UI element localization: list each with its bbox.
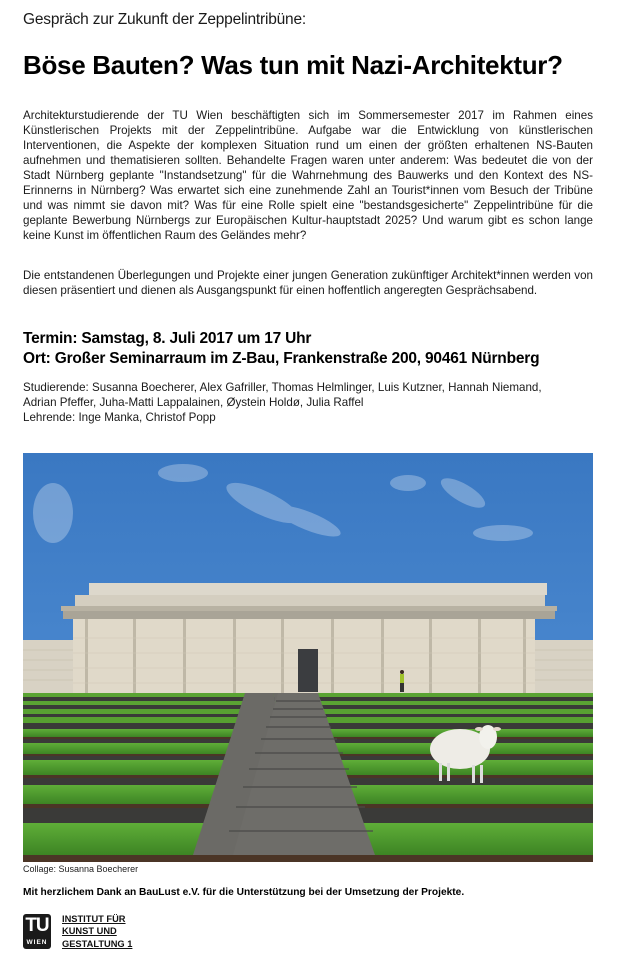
- tu-wien-logo: [23, 914, 51, 949]
- event-date: Termin: Samstag, 8. Juli 2017 um 17 Uhr: [23, 330, 312, 347]
- intro-paragraph: Architekturstudierende der TU Wien beschäftigten sich im Sommersemester 2017 im Rahmen eines Künstlerischen Projekts mit der Zeppelintribüne. Aufgabe war die Entwicklung von künstlerischen Interventionen, die Aspekte der komplexen Situation rund um einen der größten erhaltenen NS-Bauten aufnehmen und thematisieren sollten. Behandelte Fragen waren unter anderem: Was bedeutet die von der Stadt Nürnberg geplante "Instandsetzung" für die Wahrnehmung des Bauwerks und den Kontext des NS-Erinnerns in Nürnberg? Was erwartet sich eine zunehmende Zahl an Tourist*innen vom Besuch der Tribüne und was nimmt sie davon mit? Was für eine Rolle spielt eine "bestandsgesicherte" Zeppelintribüne für die geplante Bewerbung Nürnbergs zur Europäischen Kultur-hauptstadt 2025? Und warum gibt es schon lange keine Kunst im öffentlichen Raum des Geländes mehr?: [23, 109, 593, 242]
- teachers-line: Lehrende: Inge Manka, Christof Popp: [23, 411, 216, 424]
- participants: [23, 380, 598, 425]
- collage-image: [23, 453, 593, 862]
- event-subtitle: Gespräch zur Zukunft der Zeppelintribüne:: [23, 11, 307, 28]
- image-caption: Collage: Susanna Boecherer: [23, 864, 139, 874]
- logo-wien-text: WIEN: [26, 939, 48, 946]
- institute-line-3: GESTALTUNG 1: [62, 938, 133, 949]
- students-line-2: Adrian Pfeffer, Juha-Matti Lappalainen, Øystein Holdø, Julia Raffel: [23, 396, 364, 409]
- logo-tu-text: TU: [25, 915, 49, 936]
- institute-line-1: INSTITUT FÜR: [62, 914, 126, 924]
- students-line-1: Studierende: Susanna Boecherer, Alex Gafriller, Thomas Helmlinger, Luis Kutzner, Hannah Niemand,: [23, 381, 542, 394]
- institute-line-2: KUNST UND: [62, 926, 117, 937]
- second-paragraph: Die entstandenen Überlegungen und Projekte einer jungen Generation zukünftiger Architekt*innen werden von diesen präsentiert und dienen als Ausgangspunkt für einen hoffentlich angeregten Gesprächsabend.: [23, 269, 593, 297]
- page-title: Böse Bauten? Was tun mit Nazi-Architektur?: [23, 50, 563, 80]
- event-location: Ort: Großer Seminarraum im Z-Bau, Frankenstraße 200, 90461 Nürnberg: [23, 350, 540, 367]
- acknowledgement: Mit herzlichem Dank an BauLust e.V. für die Unterstützung bei der Umsetzung der Projekte.: [23, 887, 465, 898]
- institute-name: [62, 913, 132, 950]
